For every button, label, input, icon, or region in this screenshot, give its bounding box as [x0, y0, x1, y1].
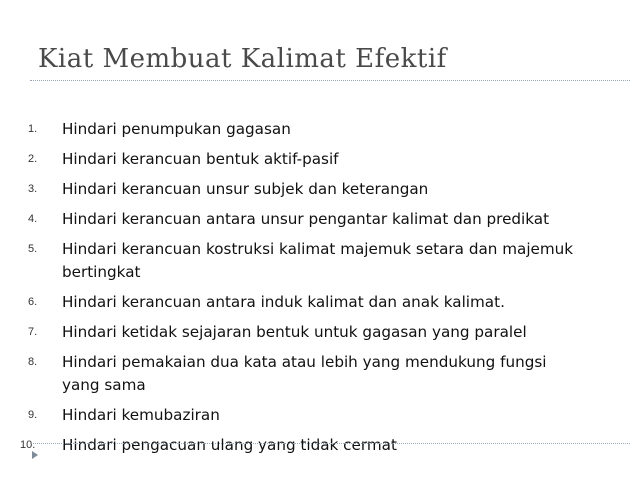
list-item-text: Hindari kemubaziran [62, 406, 220, 424]
footer-divider [30, 443, 630, 444]
list-item-number: 10. [20, 439, 36, 451]
list-item-number: 9. [28, 409, 38, 421]
list-item-text: Hindari kerancuan unsur subjek dan keterangan [62, 180, 429, 198]
list-item-number: 7. [28, 326, 38, 338]
list-item-text: Hindari ketidak sejajaran bentuk untuk gagasan yang paralel [62, 323, 527, 341]
list-item [0, 351, 620, 397]
triangle-right-icon [32, 451, 38, 459]
list-item [0, 208, 620, 231]
list-item [0, 238, 620, 284]
list-item-number: 8. [28, 356, 38, 368]
list-item [0, 434, 620, 457]
list-item-text: Hindari kerancuan antara unsur pengantar kalimat dan predikat [62, 210, 550, 228]
list-item-text: Hindari kerancuan kostruksi kalimat majemuk setara dan majemuk bertingkat [62, 240, 574, 281]
list-item [0, 148, 620, 171]
list-item [0, 404, 620, 427]
list-item-number: 3. [28, 183, 38, 195]
list-item-number: 6. [28, 296, 38, 308]
list-item-text: Hindari penumpukan gagasan [62, 120, 291, 138]
list-item-number: 4. [28, 213, 38, 225]
slide-title: Kiat Membuat Kalimat Efektif [38, 44, 447, 74]
list-item [0, 178, 620, 201]
list-item-text: Hindari kerancuan antara induk kalimat dan anak kalimat. [62, 293, 505, 311]
list-item [0, 291, 620, 314]
list-item-text: Hindari pemakaian dua kata atau lebih yang mendukung fungsi yang sama [62, 353, 547, 394]
list-item-number: 1. [28, 123, 38, 135]
list-item [0, 321, 620, 344]
list-item-number: 2. [28, 153, 38, 165]
title-divider [30, 80, 630, 81]
list-item-number: 5. [28, 243, 38, 255]
list-item [0, 118, 620, 141]
list-item-text: Hindari kerancuan bentuk aktif-pasif [62, 150, 339, 168]
tips-list [0, 118, 620, 464]
list-item-text: Hindari pengacuan ulang yang tidak cermat [62, 436, 397, 454]
